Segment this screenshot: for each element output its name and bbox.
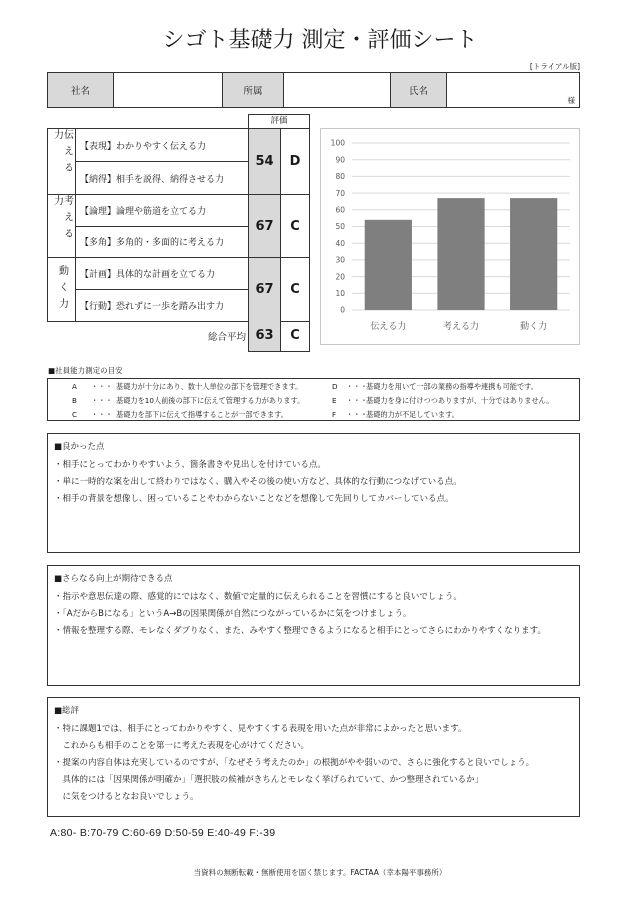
criteria-grade: D bbox=[332, 382, 338, 391]
y-tick-label: 60 bbox=[335, 205, 345, 215]
criteria-text: 基礎力を身に付けつつありますが、十分ではありません。 bbox=[366, 396, 554, 405]
skill-item: 【納得】相手を説得、納得させる力 bbox=[76, 161, 248, 194]
category-label: 考える力 bbox=[51, 195, 73, 245]
category-cell bbox=[48, 129, 76, 194]
note-line: ・指示や意思伝達の際、感覚的にではなく、数値で定量的に伝えられることを習慣にすると良いでしょう。 bbox=[54, 592, 462, 602]
section-heading: ■総評 bbox=[54, 706, 80, 716]
note-line: 具体的には「因果関係が明確か」「選択肢の候補がきちんとモレなく挙げられていて、かつ整理されているか」 bbox=[54, 775, 484, 785]
y-tick-label: 100 bbox=[330, 138, 345, 148]
header-info-row bbox=[47, 72, 580, 108]
bar bbox=[510, 198, 557, 310]
y-tick-label: 20 bbox=[335, 272, 345, 282]
evaluation-header: 評価 bbox=[248, 114, 310, 129]
note-line: これからも相手のことを第一に考えた表現を心がけてください。 bbox=[54, 741, 310, 751]
note-line: ・相手にとってわかりやすいよう、箇条書きや見出しを付けている点。 bbox=[54, 460, 326, 470]
score-table bbox=[47, 128, 310, 322]
y-tick-label: 30 bbox=[335, 255, 345, 265]
section-lines bbox=[54, 457, 579, 508]
criteria-grade: C bbox=[72, 410, 78, 419]
criteria-grade: A bbox=[72, 382, 77, 391]
note-line: ・情報を整理する際、モレなくダブりなく、また、みやすく整理できるようになると相手にとってさらにわかりやすくなります。 bbox=[54, 626, 546, 636]
department-field bbox=[284, 73, 391, 107]
criteria-text: 基礎的力が不足しています。 bbox=[366, 410, 459, 419]
average-grade: C bbox=[280, 320, 310, 352]
criteria-grade: F bbox=[332, 410, 337, 419]
criteria-row bbox=[48, 408, 579, 422]
criteria-box bbox=[47, 378, 580, 421]
score-value: 67 bbox=[249, 258, 281, 321]
note-line: ・提案の内容自体は充実しているのですが、「なぜそう考えたのか」の根拠がやや弱いので、さらに強化すると良いでしょう。 bbox=[54, 758, 535, 768]
score-value: 67 bbox=[249, 195, 281, 257]
grade-value: C bbox=[290, 218, 300, 234]
category-label: 動く力 bbox=[56, 264, 68, 315]
skill-item-list bbox=[76, 258, 249, 321]
criteria-text: 基礎力が十分にあり、数十人単位の部下を管理できます。 bbox=[116, 382, 303, 391]
x-tick-label: 動く力 bbox=[520, 322, 548, 332]
skill-item-list bbox=[76, 195, 249, 257]
page-title: シゴト基礎力 測定・評価シート bbox=[162, 28, 478, 53]
criteria-row bbox=[48, 380, 579, 394]
y-tick-label: 70 bbox=[335, 188, 345, 198]
footer-notice: 当資料の無断転載・無断使用を固く禁じます。FACTAA（幸本陽平事務所） bbox=[193, 868, 447, 877]
bar bbox=[365, 220, 412, 310]
criteria-text: 基礎力を用いて一部の業務の指導や連携も可能です。 bbox=[366, 382, 538, 391]
average-score: 63 bbox=[248, 320, 281, 352]
y-tick-label: 0 bbox=[340, 305, 345, 315]
criteria-row bbox=[48, 394, 579, 408]
y-tick-label: 10 bbox=[335, 289, 345, 298]
x-tick-label: 伝える力 bbox=[370, 322, 407, 332]
criteria-separator: ・・・ bbox=[346, 382, 368, 391]
score-group bbox=[48, 195, 309, 258]
improvement-points-box bbox=[47, 565, 580, 686]
score-value: 54 bbox=[249, 129, 281, 194]
skill-item: 【表現】わかりやすく伝える力 bbox=[80, 141, 207, 152]
criteria-text: 基礎力を部下に伝えて指導することが一部できます。 bbox=[116, 410, 288, 419]
company-field bbox=[114, 73, 223, 107]
criteria-separator: ・・・ bbox=[346, 410, 368, 419]
section-heading: ■良かった点 bbox=[54, 442, 105, 452]
criteria-separator: ・・・ bbox=[346, 396, 368, 405]
chart-panel bbox=[320, 128, 580, 345]
category-label: 伝える力 bbox=[51, 129, 73, 179]
skill-item: 【計画】具体的な計画を立てる力 bbox=[80, 270, 216, 280]
category-cell bbox=[48, 195, 76, 257]
criteria-grade: B bbox=[72, 396, 77, 405]
criteria-separator: ・・・ bbox=[91, 382, 113, 391]
grade-value: D bbox=[289, 154, 301, 169]
note-line: に気をつけるとなお良いでしょう。 bbox=[54, 792, 199, 802]
note-line: ・「AだからBになる」というA→Bの因果関係が自然につながっているかに気をつけましょう。 bbox=[54, 609, 412, 619]
company-label: 社名 bbox=[48, 73, 114, 107]
y-tick-label: 90 bbox=[335, 155, 345, 165]
honorific-suffix: 様 bbox=[567, 96, 575, 105]
y-tick-label: 80 bbox=[335, 172, 345, 182]
name-field bbox=[447, 73, 579, 107]
criteria-separator: ・・・ bbox=[91, 410, 113, 419]
average-label: 総合平均 bbox=[207, 332, 246, 343]
skill-item: 【論理】論理や筋道を立てる力 bbox=[80, 206, 207, 217]
name-label: 氏名 bbox=[391, 73, 447, 107]
score-group bbox=[48, 258, 309, 321]
version-tag: [トライアル版] bbox=[529, 62, 580, 71]
overall-review-box bbox=[47, 697, 580, 817]
grade-value: C bbox=[290, 282, 300, 297]
bar-chart bbox=[321, 129, 579, 344]
criteria-title: ■社員能力測定の目安 bbox=[48, 366, 123, 375]
department-label: 所属 bbox=[223, 73, 284, 107]
criteria-grade: E bbox=[332, 396, 337, 405]
criteria-text: 基礎力を10人前後の部下に伝えて管理する力があります。 bbox=[116, 396, 305, 405]
section-lines bbox=[54, 721, 579, 806]
category-cell bbox=[48, 258, 76, 321]
skill-item: 【行動】恐れずに一歩を踏み出す力 bbox=[76, 289, 248, 321]
skill-item: 【多角】多角的・多面的に考える力 bbox=[76, 226, 248, 258]
section-heading: ■さらなる向上が期待できる点 bbox=[54, 574, 173, 584]
criteria-separator: ・・・ bbox=[91, 396, 113, 405]
note-line: ・単に一時的な案を出して終わりではなく、購入やその後の使い方など、具体的な行動につなげている点。 bbox=[54, 477, 462, 487]
good-points-box bbox=[47, 433, 580, 553]
bar bbox=[437, 198, 484, 310]
section-lines bbox=[54, 589, 579, 640]
skill-item-list bbox=[76, 129, 249, 194]
y-tick-label: 40 bbox=[335, 238, 345, 248]
y-tick-label: 50 bbox=[335, 222, 345, 232]
note-line: ・相手の背景を想像し、困っていることやわからないことなどを想像して先回りしてカバーしている点。 bbox=[54, 494, 454, 504]
grade-scale: A:80- B:70-79 C:60-69 D:50-59 E:40-49 F:-39 bbox=[50, 827, 276, 839]
note-line: ・特に課題1では、相手にとってわかりやすく、見やすくする表現を用いた点が非常によかったと思います。 bbox=[54, 724, 467, 734]
score-group bbox=[48, 129, 309, 195]
x-tick-label: 考える力 bbox=[442, 322, 480, 332]
